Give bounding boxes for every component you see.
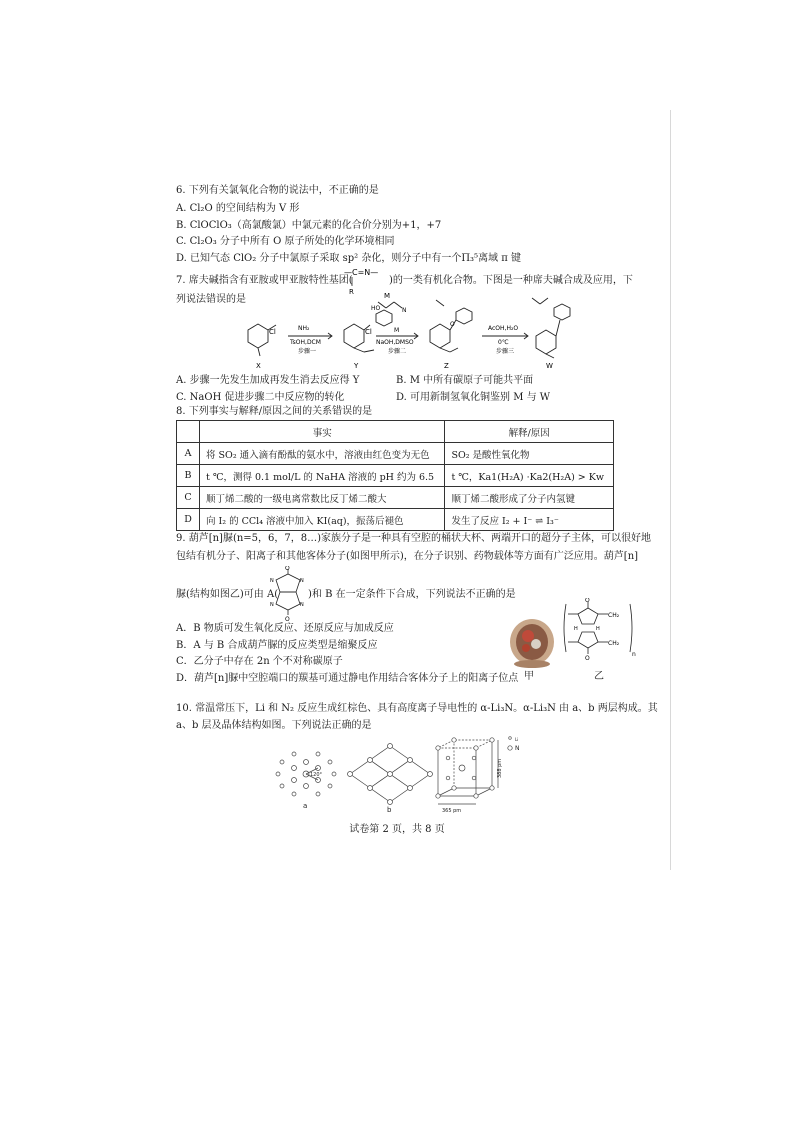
reagent-step1-bottom: TsOH,DCM (290, 339, 321, 346)
q8-header-fact: 事实 (200, 421, 445, 443)
reagent-step3-bottom: 0℃ (498, 339, 509, 346)
q9-stem-line2: 包结有机分子、阳离子和其他客体分子(如图甲所示)，在分子识别、药物载体等方面有广泛应用。葫芦[n] (176, 551, 639, 562)
q7-option-a: A. 步骤一先发生加成再发生消去反应得 Y (176, 375, 360, 386)
cucurbituril-model-image (502, 612, 562, 670)
layer-b-label: b (387, 806, 392, 814)
a-nh-3: N (270, 602, 274, 608)
q8-stem: 8. 下列事实与解释/原因之间的关系错误的是 (176, 406, 373, 417)
label-m: M (384, 292, 391, 300)
fig-yi-label: 乙 (594, 671, 604, 682)
schiff-base-reaction-scheme (236, 290, 576, 370)
a-o-top: O (285, 566, 290, 572)
a-nh-2: N (300, 578, 304, 584)
layer-b-diagram (348, 744, 433, 805)
glycoluril-structure-a (268, 566, 308, 622)
q8-row-key: B (177, 465, 200, 487)
compound-x-ring (248, 324, 268, 348)
q8-row-key: A (177, 443, 200, 465)
q8-row-fact: 顺丁烯二酸的一级电离常数比反丁烯二酸大 (200, 487, 445, 509)
label-ho: HO (371, 305, 381, 312)
label-n-m: N (402, 307, 407, 314)
legend-li-label: Li (515, 737, 519, 742)
q8-header-row (177, 421, 614, 443)
q7-option-d: D. 可用新制氢氧化铜鉴别 M 与 W (396, 392, 551, 403)
q7-option-c: C. NaOH 促进步骤二中反应物的转化 (176, 392, 345, 403)
q8-row-key: D (177, 509, 200, 531)
table-row (177, 443, 614, 465)
reagent-step3-top: AcOH,H₂O (488, 325, 519, 332)
yi-subscript-n: n (632, 651, 636, 658)
q9-option-c: C．乙分子中存在 2n 个不对称碳原子 (176, 656, 343, 667)
q6-option-d: D. 已知气态 ClO₂ 分子中氯原子采取 sp² 杂化，则分子中有一个Π₃⁵离域 π 键 (176, 253, 521, 264)
reagent-step2-bottom: NaOH,DMSO (376, 339, 414, 346)
q6-option-a: A. Cl₂O 的空间结构为 V 形 (176, 203, 300, 214)
layer-a-label: a (303, 802, 308, 810)
yi-h-2: H (596, 626, 600, 632)
q8-row-reason: t ℃，Ka1(H₂A) ·Ka2(H₂A) > Kw (445, 465, 614, 487)
a-nh-1: N (270, 578, 274, 584)
q9-stem-line3a: 脲(结构如图乙)可由 A( (176, 589, 279, 600)
q8-header-blank (177, 421, 200, 443)
step2-label: 步骤二 (388, 348, 407, 355)
q8-row-reason: 顺丁烯二酸形成了分子内氢键 (445, 487, 614, 509)
table-row (177, 487, 614, 509)
yi-ch2-top: CH₂ (608, 612, 620, 619)
q7-stem-part3: 列说法错误的是 (176, 294, 246, 305)
scan-edge-right (670, 110, 671, 870)
reagent-step1-top: NH₂ (298, 325, 310, 332)
yi-ch2-bottom: CH₂ (608, 640, 620, 647)
q9-stem-line1: 9. 葫芦[n]脲(n=5，6，7，8…)家族分子是一种具有空腔的桶状大杯、两端开口的超分子主体，可以很好地 (176, 533, 652, 544)
step3-label: 步骤三 (496, 348, 515, 355)
legend-li-marker (509, 737, 512, 740)
q10-stem-line1: 10. 常温常压下，Li 和 N₂ 反应生成红棕色、具有高度离子导电性的 α-Li₃N。α-Li₃N 由 a、b 两层构成。其 (176, 703, 658, 714)
q6-option-c: C. Cl₂O₃ 分子中所有 O 原子所处的化学环境相同 (176, 236, 395, 247)
step1-label: 步骤一 (298, 348, 317, 355)
q9-option-a: A．B 物质可发生氧化反应、还原反应与加成反应 (176, 623, 394, 634)
q8-row-reason: 发生了反应 I₂ + I⁻ ⇌ I₃⁻ (445, 509, 614, 531)
cucurbituril-repeat-unit (560, 598, 640, 660)
page-footer: 试卷第 2 页，共 8 页 (349, 824, 445, 835)
q8-row-reason: SO₂ 是酸性氧化物 (445, 443, 614, 465)
q8-row-key: C (177, 487, 200, 509)
a-nh-4: N (300, 602, 304, 608)
compound-w-ring (536, 330, 556, 354)
imine-group-formula: —C=N— (344, 268, 379, 277)
unit-cell-diagram (436, 738, 498, 804)
layer-a-diagram (276, 752, 336, 796)
label-cl-y: Cl (365, 328, 372, 336)
label-x: X (256, 362, 261, 370)
table-row (177, 509, 614, 531)
length-388pm: 388 pm (497, 758, 503, 778)
legend-n-marker (508, 746, 512, 750)
yi-h-1: H (574, 626, 578, 632)
legend-n-label: N (515, 745, 520, 752)
q7-stem-part1: 7. 席夫碱指含有亚胺或甲亚胺特性基团( (176, 275, 353, 286)
label-cl-x: Cl (269, 328, 276, 336)
yi-o-bottom: O (585, 655, 590, 660)
q8-header-reason: 解释/原因 (445, 421, 614, 443)
imine-group-r: R (349, 288, 354, 296)
angle-120: 120° (310, 772, 323, 778)
q10-stem-line2: a、b 层及晶体结构如图。下列说法正确的是 (176, 720, 372, 731)
compound-y-ring (344, 324, 364, 348)
label-y: Y (354, 362, 359, 370)
label-o-z: O (450, 321, 455, 328)
q6-option-b: B. ClOClO₃（高氯酸氯）中氯元素的化合价分别为+1，+7 (176, 220, 442, 231)
q8-table (176, 420, 614, 531)
q6-stem: 6. 下列有关氯氧化合物的说法中，不正确的是 (176, 185, 379, 196)
q8-row-fact: 向 I₂ 的 CCl₄ 溶液中加入 KI(aq)，振荡后褪色 (200, 509, 445, 531)
label-z: Z (444, 362, 449, 370)
table-row (177, 465, 614, 487)
q7-stem-part2: )的一类有机化合物。下图是一种席夫碱合成及应用，下 (389, 275, 633, 286)
q9-option-d: D．葫芦[n]脲中空腔端口的羰基可通过静电作用结合客体分子上的阳离子位点 (176, 673, 519, 684)
fig-jia-label: 甲 (524, 671, 534, 682)
q9-stem-line3b: )和 B 在一定条件下合成，下列说法不正确的是 (308, 589, 516, 600)
reagent-step2-top: M (394, 327, 400, 334)
q8-row-fact: 将 SO₂ 通入滴有酚酞的氨水中，溶液由红色变为无色 (200, 443, 445, 465)
q7-option-b: B. M 中所有碳原子可能共平面 (396, 375, 534, 386)
li3n-crystal-structure-figure (270, 734, 540, 814)
a-o-bottom: O (285, 616, 290, 622)
q9-option-b: B．A 与 B 合成葫芦脲的反应类型是缩聚反应 (176, 640, 378, 651)
length-365pm: 365 pm (442, 808, 462, 814)
yi-o-top: O (585, 598, 590, 604)
label-w: W (546, 362, 553, 370)
q8-row-fact: t ℃，测得 0.1 mol/L 的 NaHA 溶液的 pH 约为 6.5 (200, 465, 445, 487)
compound-z-ring (430, 324, 450, 348)
